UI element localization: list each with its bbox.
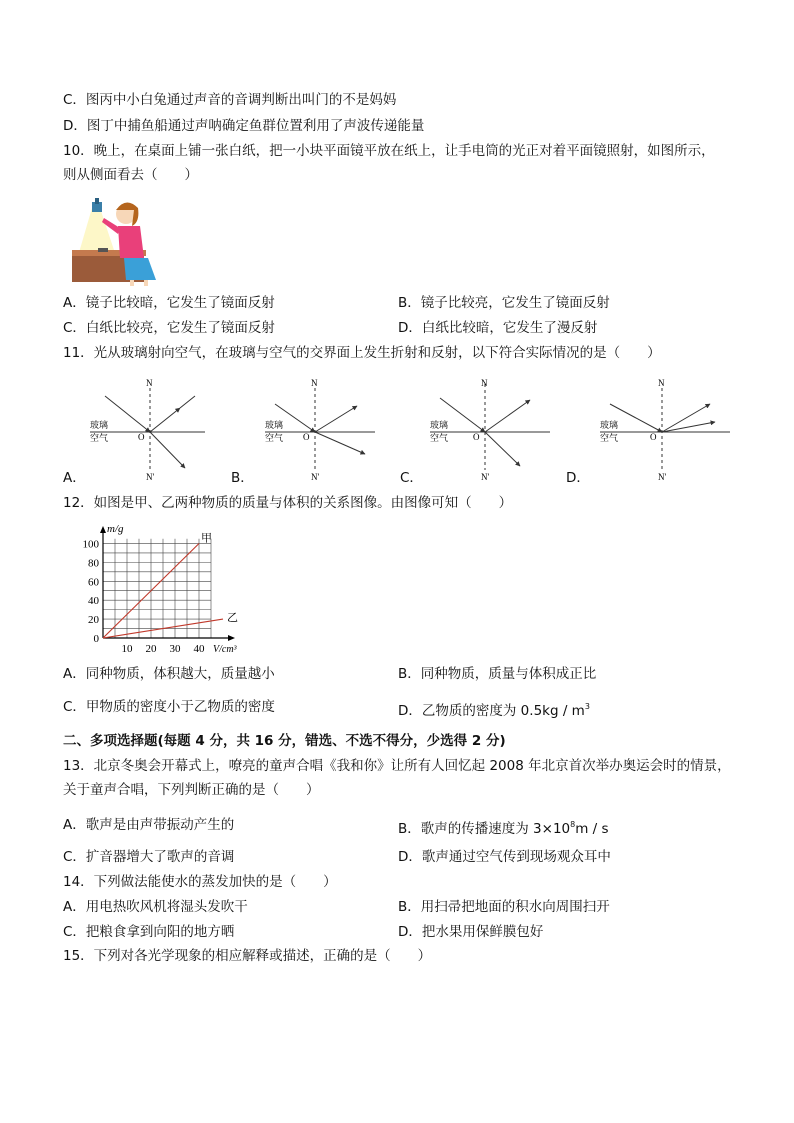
q11-d-origin: O [650,432,657,442]
q14-option-c: C．把粮食拿到向阳的地方晒 [63,924,235,940]
q14-option-a: A．用电热吹风机将湿头发吹干 [63,899,248,915]
q11-label-b: B． [231,470,254,486]
q11-c-normal-top: N [481,378,488,388]
q11-label-c: C． [400,470,423,486]
q13-option-b [398,815,609,839]
x-axis-arrow [228,635,235,641]
section-2-heading: 二、多项选择题(每题 4 分，共 16 分，错选、不选不得分，少选得 2 分) [63,733,506,749]
x-tick-label: 20 [145,643,157,654]
q11-d-air-label: 空气 [600,433,619,443]
q13-option-b-unit: m / s [575,821,609,837]
q11-stem: 11．光从玻璃射向空气，在玻璃与空气的交界面上发生折射和反射，以下符合实际情况的是（ ） [63,345,661,361]
q11-diagram-d [600,378,730,482]
q11-a-normal-top: N [146,378,153,388]
q11-c-origin: O [473,432,480,442]
q11-c-air-label: 空气 [430,433,449,443]
q10-option-c: C．白纸比较亮，它发生了镜面反射 [63,320,275,336]
q12-option-d [398,697,590,721]
q12-option-d-sup: 3 [584,702,590,711]
y-tick-label: 60 [88,576,99,589]
q12-option-d-text: D．乙物质的密度为 0.5kg / m [398,703,585,719]
y-tick-label: 100 [82,538,99,551]
series-label-jia: 甲 [201,532,212,545]
q11-diagram-b [265,378,375,482]
q11-b-glass-label: 玻璃 [265,420,284,430]
q11-diagram-a [90,378,205,482]
y-tick-label: 80 [88,557,99,570]
q11-diagram-c [430,378,550,482]
q11-a-origin: O [138,432,145,442]
y-axis-label: m/g [107,523,124,535]
q11-label-a: A． [63,470,86,486]
q9-option-c: C．图丙中小白兔通过声音的音调判断出叫门的不是妈妈 [63,92,397,108]
q12-option-a: A．同种物质，体积越大，质量越小 [63,666,275,682]
q14-stem: 14．下列做法能使水的蒸发加快的是（ ） [63,874,337,890]
q13-option-b-sup: 8 [570,820,576,829]
q10-stem-line1: 10．晚上，在桌面上铺一张白纸，把一小块平面镜平放在纸上，让手电筒的光正对着平面镜照射，如图所示， [63,143,715,159]
q10-option-b: B．镜子比较亮，它发生了镜面反射 [398,295,610,311]
x-tick-label: 10 [121,643,133,654]
q11-b-origin: O [303,432,310,442]
y-tick-label: 40 [88,595,99,608]
q10-girl-flashlight-illustration [70,196,166,286]
q11-b-normal-bottom: N' [311,472,320,482]
q13-option-d: D．歌声通过空气传到现场观众耳中 [398,849,611,865]
q11-d-normal-top: N [658,378,665,388]
q11-c-glass-label: 玻璃 [430,420,449,430]
q12-option-b: B．同种物质，质量与体积成正比 [398,666,597,682]
y-tick-label: 20 [88,614,99,627]
q11-a-normal-bottom: N' [146,472,155,482]
q11-d-normal-bottom: N' [658,472,667,482]
q11-d-glass-label: 玻璃 [600,420,619,430]
q11-a-glass-label: 玻璃 [90,420,109,430]
q11-c-normal-bottom: N' [481,472,490,482]
x-axis-label: V/cm³ [213,644,237,654]
x-tick-label: 30 [169,643,181,654]
q14-option-d: D．把水果用保鲜膜包好 [398,924,544,940]
q15-stem: 15．下列对各光学现象的相应解释或描述，正确的是（ ） [63,948,432,964]
q13-option-b-text: B．歌声的传播速度为 3×10 [398,821,571,837]
y-tick-label: 0 [93,633,99,645]
q12-option-c: C．甲物质的密度小于乙物质的密度 [63,699,275,715]
q11-a-air-label: 空气 [90,433,109,443]
q10-stem-line2: 则从侧面看去（ ） [63,167,198,183]
q11-b-air-label: 空气 [265,433,284,443]
q9-option-d: D．图丁中捕鱼船通过声呐确定鱼群位置利用了声波传递能量 [63,118,425,134]
q11-label-d: D． [566,470,590,486]
q13-stem-line2: 关于童声合唱，下列判断正确的是（ ） [63,782,320,798]
q10-option-a: A．镜子比较暗，它发生了镜面反射 [63,295,275,311]
y-axis-arrow [100,526,106,533]
q11-b-normal-top: N [311,378,318,388]
q13-option-c: C．扩音器增大了歌声的音调 [63,849,235,865]
q10-option-d: D．白纸比较暗，它发生了漫反射 [398,320,598,336]
q12-stem: 12．如图是甲、乙两种物质的质量与体积的关系图像。由图像可知（ ） [63,495,513,511]
x-tick-label: 40 [193,643,205,654]
q14-option-b: B．用扫帚把地面的积水向周围扫开 [398,899,610,915]
q12-mass-volume-chart [70,522,290,654]
series-label-yi: 乙 [227,612,238,625]
q13-stem-line1: 13．北京冬奥会开幕式上，嘹亮的童声合唱《我和你》让所有人回忆起 2008 年北京首次举办奥运会时的情景， [63,758,731,774]
q13-option-a: A．歌声是由声带振动产生的 [63,817,235,833]
